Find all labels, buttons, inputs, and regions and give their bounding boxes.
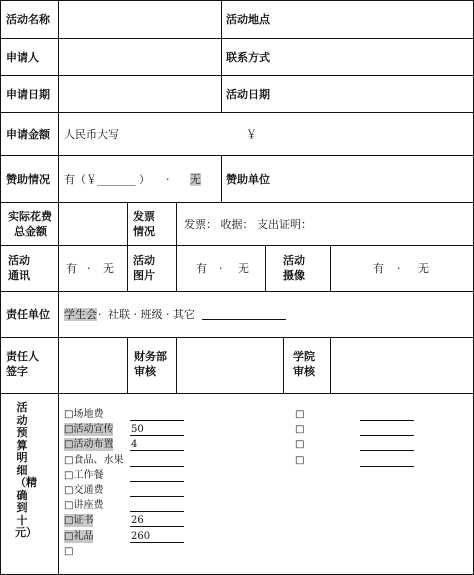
border	[127, 337, 128, 393]
border	[0, 337, 474, 338]
budget-right-checkbox: □	[295, 439, 305, 450]
dot-separator: ·	[87, 262, 91, 275]
border	[127, 245, 128, 291]
pic-label-2: 图片	[133, 269, 155, 282]
finance-label-2: 审核	[134, 365, 156, 378]
budget-item-label: □活动布置	[64, 439, 114, 450]
border	[0, 0, 474, 1]
yuan-symbol: ￥	[246, 128, 257, 141]
budget-item-underline	[130, 511, 184, 512]
border	[0, 75, 474, 76]
border	[283, 337, 284, 393]
border	[176, 337, 177, 393]
budget-item-label: □交通费	[64, 485, 104, 496]
finance-label-1: 财务部	[134, 350, 167, 363]
apply-date-label: 申请日期	[6, 88, 50, 101]
person-sign-label-2: 签字	[6, 365, 28, 378]
budget-item-underline	[130, 542, 184, 543]
border	[265, 245, 266, 291]
dot-separator: ·	[219, 262, 223, 275]
sponsor-none-option: 无	[190, 173, 201, 186]
budget-item-label: □场地费	[64, 409, 104, 420]
budget-item-label: □礼品	[64, 531, 94, 542]
comm-label-1: 活动	[8, 254, 30, 267]
activity-location-label: 活动地点	[226, 13, 270, 26]
border	[221, 155, 222, 202]
sponsor-unit-label: 赞助单位	[226, 173, 270, 186]
border	[0, 291, 474, 292]
border	[330, 337, 331, 393]
dot-separator: ·	[166, 173, 170, 186]
college-label-1: 学院	[293, 350, 315, 363]
sponsorship-label: 赞助情况	[6, 173, 50, 186]
budget-right-checkbox: □	[295, 424, 305, 435]
resp-student-union: 学生会	[64, 308, 97, 321]
actual-cost-label-1: 实际花费	[8, 210, 52, 223]
budget-item-label: □	[64, 546, 74, 557]
budget-item-label: □工作餐	[64, 470, 104, 481]
budget-label: 活动预算明细（精确到十元）	[15, 401, 37, 539]
pic-label-1: 活动	[133, 254, 155, 267]
budget-item-label: □活动宣传	[64, 424, 114, 435]
invoice-label-2: 情况	[133, 225, 155, 238]
budget-item-label: □讲座费	[64, 500, 104, 511]
border	[176, 245, 177, 291]
budget-item-label: □证书	[64, 515, 94, 526]
budget-right-checkbox: □	[295, 455, 305, 466]
border	[127, 202, 128, 245]
budget-item-underline	[130, 526, 184, 527]
video-no: 无	[418, 262, 429, 275]
actual-cost-label-2: 总金额	[14, 225, 47, 238]
border	[0, 0, 1, 575]
budget-right-underline	[360, 450, 414, 451]
activity-name-label: 活动名称	[6, 13, 50, 26]
budget-item-label: □食品、水果	[64, 455, 124, 466]
resp-other-underline	[202, 319, 286, 320]
comm-label-2: 通讯	[8, 269, 30, 282]
activity-date-label: 活动日期	[226, 88, 270, 101]
border	[0, 245, 474, 246]
budget-item-underline	[130, 450, 184, 451]
budget-right-underline	[360, 435, 414, 436]
budget-item-underline	[130, 481, 184, 482]
border	[0, 38, 474, 39]
responsible-unit-label: 责任单位	[6, 308, 50, 321]
budget-item-underline	[130, 420, 184, 421]
college-label-2: 审核	[293, 365, 315, 378]
dot-separator: ·	[397, 262, 401, 275]
budget-right-checkbox: □	[295, 409, 305, 420]
budget-item-value: 260	[131, 531, 151, 542]
video-label-2: 摄像	[283, 269, 305, 282]
pic-yes: 有	[196, 262, 207, 275]
budget-item-underline	[130, 496, 184, 497]
budget-item-value: 50	[131, 424, 144, 435]
budget-right-underline	[360, 466, 414, 467]
budget-right-underline	[360, 420, 414, 421]
dot-separator: ·	[98, 308, 102, 321]
budget-item-value: 4	[131, 439, 138, 450]
budget-item-underline	[130, 466, 184, 467]
budget-item-value: 26	[131, 515, 144, 526]
sponsor-has-option: 有（￥_______ ）	[64, 173, 150, 186]
border	[0, 393, 474, 394]
border	[176, 202, 177, 245]
amount-in-words: 人民币大写	[64, 128, 119, 141]
border	[58, 0, 59, 575]
apply-amount-label: 申请金额	[6, 128, 50, 141]
contact-label: 联系方式	[226, 51, 270, 64]
person-sign-label-1: 责任人	[6, 350, 39, 363]
invoice-details: 发票： 收据： 支出证明：	[184, 218, 312, 231]
comm-yes: 有	[66, 262, 77, 275]
border	[0, 155, 474, 156]
border	[0, 202, 474, 203]
applicant-label: 申请人	[6, 51, 39, 64]
resp-others: 社联 · 班级 · 其它	[108, 308, 195, 321]
invoice-label-1: 发票	[133, 210, 155, 223]
border	[221, 0, 222, 112]
border	[330, 245, 331, 291]
budget-item-underline	[130, 435, 184, 436]
pic-no: 无	[238, 262, 249, 275]
border	[0, 112, 474, 113]
video-yes: 有	[373, 262, 384, 275]
comm-no: 无	[103, 262, 114, 275]
video-label-1: 活动	[283, 254, 305, 267]
